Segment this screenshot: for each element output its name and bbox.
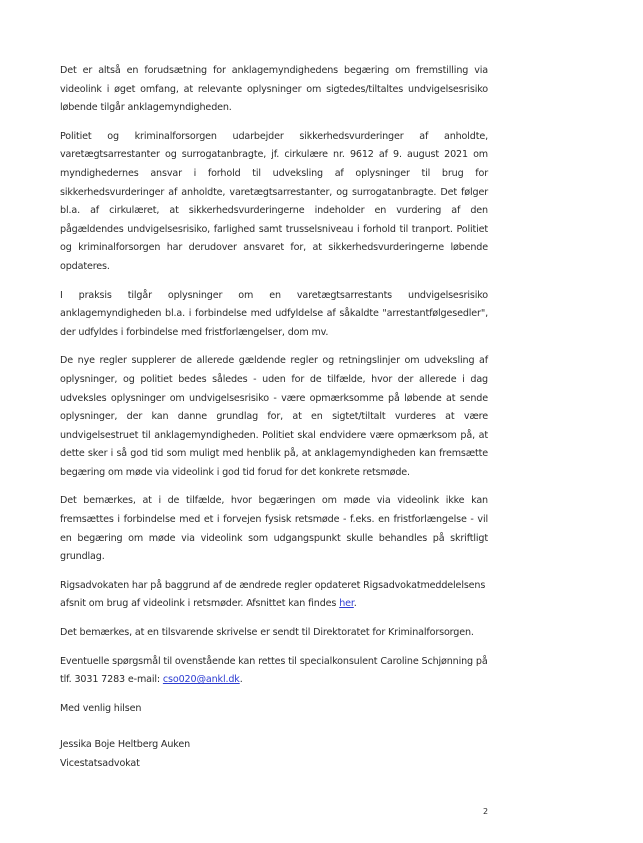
paragraph-2: Politiet og kriminalforsorgen udarbejder sikkerhedsvurderinger af anholdte, varetægtsarrestanter og surrogatanbragte, jf. cirkulære nr. 9612 af 9. august 2021 om myndighedernes ansvar i forhold til udveksling af oplysninger til brug for sikkerhedsvurderinger af anholdte, varetægtsarrestanter, og surrogatanbragte. Det følger bl.a. af cirkulæret, at sikkerhedsvurderingerne indeholder en vurdering af den pågældendes undvigelsesrisiko, farlighed samt trusselsniveau i forhold til tranport. Politiet og kriminalforsorgen har derudover ansvaret for, at sikkerhedsvurderingerne løbende opdateres. xyxy=(60,130,488,272)
paragraph-notice: Det bemærkes, at en tilsvarende skrivelse er sendt til Direktoratet for Kriminalforsorgen. xyxy=(60,627,474,639)
signer-title: Vicestatsadvokat xyxy=(60,758,140,769)
paragraph-4: De nye regler supplerer de allerede gældende regler og retningslinjer om udveksling af oplysninger, og politiet bedes således - uden for de tilfælde, hvor der allerede i dag udveksles oplysninger om undvigelsesrisiko - være opmærksomme på løbende at sende oplysninger, der kan danne grundlag for, at en sigtet/tiltalt vurderes at være undvigelsestruet til anklagemyndigheden. Politiet skal endvidere være opmærksom på, at dette sker i så god tid som muligt med henblik på, at anklagemyndigheden kan fremsætte begæring om møde via videolink i god tid forud for det konkrete retsmøde. xyxy=(60,355,488,478)
page-number: 2 xyxy=(483,807,489,816)
paragraph-5: Det bemærkes, at i de tilfælde, hvor begæringen om møde via videolink ikke kan fremsættes i forbindelse med et i forvejen fysisk retsmøde - f.eks. en fristforlængelse - vil en begæring om møde via videolink som udgangspunkt skulle behandles på skriftligt grundlag. xyxy=(60,495,488,563)
document-body xyxy=(60,62,488,774)
rigsadvokat-end: . xyxy=(353,598,357,610)
email-link[interactable]: cso020@ankl.dk xyxy=(162,674,240,686)
paragraph-rigsadvokat xyxy=(60,577,488,614)
paragraph-contact xyxy=(60,653,488,690)
her-link[interactable]: her xyxy=(339,598,354,610)
signer-name: Jessika Boje Heltberg Auken xyxy=(60,739,191,751)
signature-block xyxy=(60,736,488,773)
closing: Med venlig hilsen xyxy=(60,702,142,714)
contact-text: Eventuelle spørgsmål til ovenstående kan rettes til specialkonsulent Caroline Schjønning på tlf. 3031 7283 e-mail: xyxy=(60,655,488,686)
paragraph-3: I praksis tilgår oplysninger om en varetægtsarrestants undvigelsesrisiko anklagemyndigheden bl.a. i forbindelse med udfyldelse af såkaldte "arrestantfølgesedler", der udfyldes i forbindelse med fristforlængelser, dom mv. xyxy=(60,289,488,338)
paragraph-1: Det er altså en forudsætning for anklagemyndighedens begæring om fremstilling via videolink i øget omfang, at relevante oplysninger om sigtedes/tiltaltes undvigelsesrisiko løbende tilgår anklagemyndigheden. xyxy=(60,65,488,114)
contact-end: . xyxy=(239,674,243,686)
rigsadvokat-text: Rigsadvokaten har på baggrund af de ændrede regler opdateret Rigsadvokatmeddelelsens afsnit om brug af videolink i retsmøder. Afsnittet kan findes xyxy=(60,579,486,610)
